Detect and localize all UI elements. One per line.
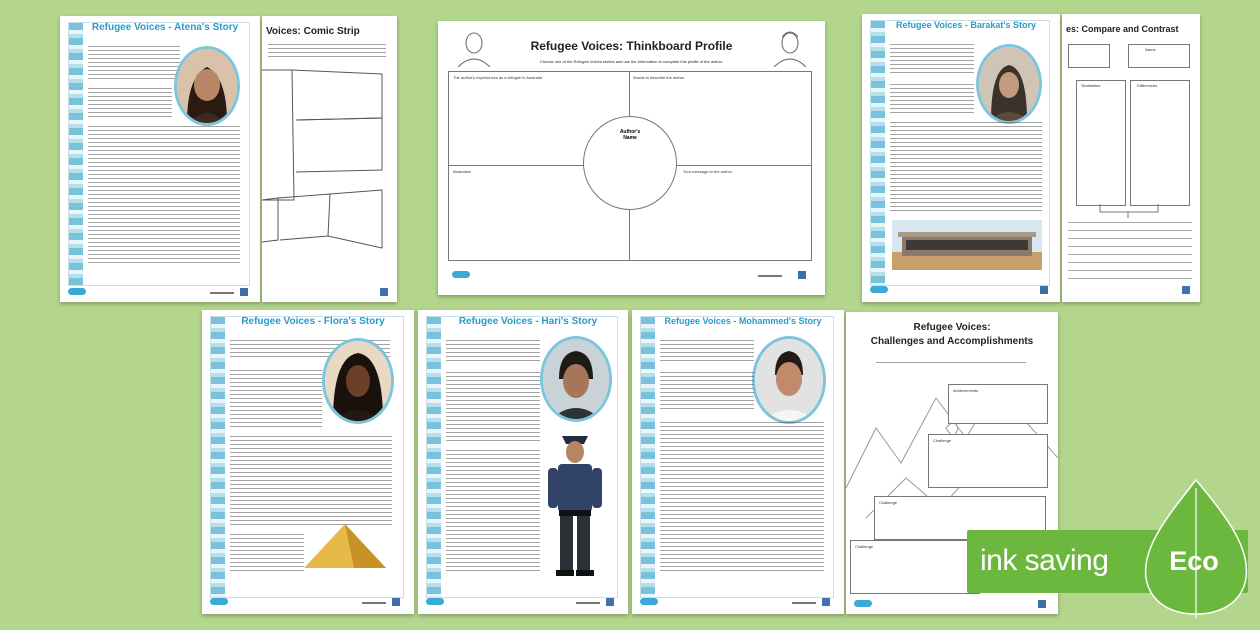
sheet-title: es: Compare and Contrast xyxy=(1066,24,1179,34)
licence-icon xyxy=(1182,286,1190,294)
comic-panels xyxy=(262,60,397,300)
box-label: Your message to the author xyxy=(683,169,732,174)
footer-text xyxy=(758,275,782,277)
brand-logo-icon xyxy=(870,286,888,293)
text-block xyxy=(230,370,322,430)
achievements-box xyxy=(948,384,1048,424)
box-label: Achievements xyxy=(953,388,979,393)
name-line xyxy=(876,362,1026,364)
licence-icon xyxy=(392,598,400,606)
instructions-text: Choose one of the Refugee Voices stories and use the information to complete this profile of the author. xyxy=(539,59,724,64)
text-block xyxy=(446,450,540,574)
box-label: Name xyxy=(1145,47,1156,52)
brand-logo-icon xyxy=(854,600,872,607)
licence-icon xyxy=(798,271,806,279)
challenge-box xyxy=(928,434,1048,488)
licence-icon xyxy=(606,598,614,606)
text-block xyxy=(446,372,540,442)
licence-icon xyxy=(1038,600,1046,608)
writing-lines xyxy=(1068,222,1192,280)
box-label: Challenge xyxy=(879,500,898,505)
box-label: Differences xyxy=(1137,83,1158,88)
box-label: Words to describe the author xyxy=(633,75,685,80)
footer-text xyxy=(210,292,234,294)
challenge-box xyxy=(850,540,980,594)
sheet-compare-contrast xyxy=(1062,14,1200,302)
author-photo xyxy=(752,336,826,424)
text-block xyxy=(660,422,824,574)
differences-box xyxy=(1130,80,1190,206)
similarities-box xyxy=(1076,80,1126,206)
text-block xyxy=(890,122,1042,212)
text-block xyxy=(88,46,180,82)
text-block xyxy=(660,372,754,412)
sheet-comic-strip xyxy=(262,16,397,302)
center-label: Name xyxy=(623,135,637,141)
police-officer-image xyxy=(540,430,610,580)
brand-logo-icon xyxy=(210,598,228,605)
sheet-title: Refugee Voices - Barakat's Story xyxy=(895,20,1037,30)
brand-logo-icon xyxy=(452,271,470,278)
sheet-flora-story xyxy=(202,310,414,614)
sheet-title: Refugee Voices: Thinkboard Profile xyxy=(530,39,733,53)
sheet-barakat-story xyxy=(862,14,1060,302)
sheet-title: Refugee Voices: xyxy=(913,322,991,333)
instructions-text xyxy=(268,44,386,58)
sheet-hari-story xyxy=(418,310,628,614)
brand-logo-icon xyxy=(426,598,444,605)
center-label: Author's xyxy=(619,129,641,135)
sheet-title: Refugee Voices - Flora's Story xyxy=(241,316,385,327)
text-block xyxy=(446,340,540,364)
text-block xyxy=(230,534,304,574)
eco-label: Eco xyxy=(1169,546,1219,576)
box-label: Challenge xyxy=(933,438,952,443)
sheet-title: Voices: Comic Strip xyxy=(266,26,360,37)
box-label: The author's experiences as a refugee in Australia xyxy=(453,75,542,80)
sheet-subtitle: Challenges and Accomplishments xyxy=(870,336,1034,347)
school-building-photo xyxy=(892,220,1042,270)
footer-text xyxy=(362,602,386,604)
footer-text xyxy=(576,602,600,604)
text-block xyxy=(88,126,240,266)
text-block xyxy=(88,88,172,120)
name-box-left xyxy=(1068,44,1110,68)
box-label: Challenge xyxy=(855,544,874,549)
footer-text xyxy=(792,602,816,604)
text-block xyxy=(890,44,974,76)
sheet-mohammed-story xyxy=(632,310,844,614)
grid-board xyxy=(448,71,812,261)
author-photo xyxy=(540,336,612,422)
brand-logo-icon xyxy=(68,288,86,295)
brand-logo-icon xyxy=(640,598,658,605)
licence-icon xyxy=(1040,286,1048,294)
text-block xyxy=(230,436,392,526)
sheet-title: Refugee Voices - Atena's Story xyxy=(91,22,239,33)
pyramid-image xyxy=(302,522,388,572)
sheet-thinkboard-profile xyxy=(438,21,825,295)
licence-icon xyxy=(822,598,830,606)
licence-icon xyxy=(380,288,388,296)
box-label: Illustration xyxy=(453,169,472,174)
licence-icon xyxy=(240,288,248,296)
author-photo xyxy=(976,44,1042,124)
name-box-right xyxy=(1128,44,1190,68)
sheet-atena-story xyxy=(60,16,260,302)
ink-saving-label: ink saving xyxy=(980,544,1109,577)
box-label: Similarities xyxy=(1081,83,1101,88)
author-photo xyxy=(322,338,394,424)
sheet-title: Refugee Voices - Hari's Story xyxy=(458,316,598,327)
author-photo xyxy=(174,46,240,126)
text-block xyxy=(890,84,974,116)
author-name-circle xyxy=(583,116,677,210)
text-block xyxy=(660,340,754,362)
sheet-title: Refugee Voices - Mohammed's Story xyxy=(664,316,822,326)
